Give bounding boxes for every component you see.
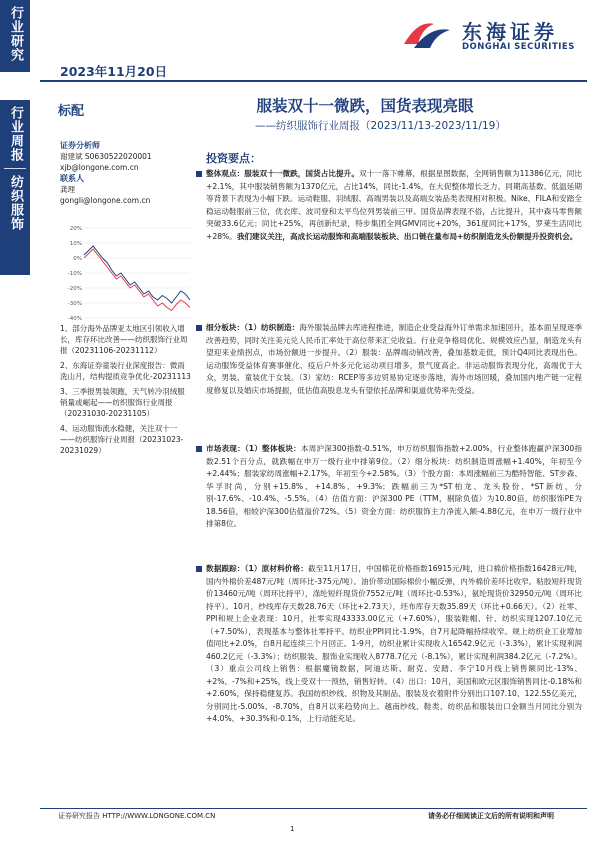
chart-y-tick-label: -10% xyxy=(67,271,82,277)
sidebar-tab-label: 行业研究 xyxy=(8,6,23,62)
chart-y-tick-label: -40% xyxy=(67,316,82,322)
performance-chart xyxy=(58,222,194,326)
section-title: 投资要点： xyxy=(206,152,261,165)
contact-heading: 联系人 xyxy=(60,174,84,183)
sidebar-tab-label: 行业周报 xyxy=(8,106,23,162)
bullet-icon xyxy=(196,446,202,452)
analyst-heading: 证券分析师 xyxy=(60,141,100,150)
contact-name: 龚理 xyxy=(60,185,75,194)
paragraph-subsectors xyxy=(206,322,582,397)
sidebar-tab-weekly xyxy=(0,100,30,275)
contact-email[interactable]: gongli@longone.com.cn xyxy=(60,196,151,205)
analyst-email[interactable]: xjb@longone.com.cn xyxy=(60,163,139,172)
analyst-name: 谢建斌 S0630522020001 xyxy=(60,152,152,161)
logo-text-en: DONGHAI SECURITIES xyxy=(462,42,575,52)
paragraph-overview xyxy=(206,168,582,243)
paragraph-body: 海外服装品牌去库进程推进，制造企业受益海外订单需求加速回升，基本面呈现逐季改善趋势，同时关注美元兑人民币汇率处于高位带来汇兑收益。行业竞争格局优化、规模效应凸显，制造龙头有望迎来业绩拐点，市场份额进一步提升。（2）服装：品牌端动销改善，叠加基数走低，预计Q4同比表现出色。运动服饰受益体育赛事催化、疫后户外多元化运动项目增多，景气度高企。非运动服饰表现分化，高端优于大众，男装、童装优于女装。（3）家纺：RCEP等多边贸易协定逐步落地，海外市场回暖，叠加国内地产链一定程度修复以及婚庆市场提振，低估值高股息龙头有望依托品牌和渠道优势率先受益。 xyxy=(206,323,582,395)
paragraph-lead: 数据跟踪：（1）原材料价格： xyxy=(206,564,308,573)
report-title: 服装双十一微跌，国货表现亮眼 xyxy=(256,97,474,115)
performance-chart-svg xyxy=(58,222,194,326)
logo-emblem-icon xyxy=(400,14,454,54)
chart-y-tick-label: 0% xyxy=(73,256,82,262)
footer-disclaimer: 请务必仔细阅读正文后的所有说明和声明 xyxy=(428,812,554,820)
paragraph-market xyxy=(206,443,582,531)
sidebar-divider xyxy=(4,168,26,169)
industry-rating: 标配 xyxy=(58,104,85,119)
paragraph-lead: 市场表现：（1）整体板块： xyxy=(206,444,301,453)
bullet-icon xyxy=(196,171,202,177)
report-date: 2023年11月20日 xyxy=(60,64,168,79)
analyst-info xyxy=(60,140,192,206)
paragraph-data-tracking xyxy=(206,563,582,726)
paragraph-body: 截至11月17日，中国棉花价格指数16915元/吨，进口棉价格指数16428元/吨，国内外棉价差487元/吨（周环比-375元/吨）。油价带动国际棉价小幅反弹，内外棉价差环比收窄。粘胶短纤现货价13460元/吨（周环比持平），涤纶短纤现货价7552元/吨（周环比-0.53%），氨纶现货价32950元/吨（周环比持平）。10月，纱线库存天数28.76天（环比+2.73天），坯布库存天数35.89天（环比+0.66天）。（2）社零、PPI和规上企业表现：10月，社零实现43333.00亿元（+7.60%），服装鞋帽、针、纺织实现1207.10亿元（+7.50%），表现基本与整体社零持平。纺织业PPI同比-1.9%，自7月起降幅持续收窄。规上纺织业工业增加值同比+2.0%，自8月起连续三个月回正。1-9月，纺织业累计实现收入16542.9亿元（-3.3%），累计实现利润460.2亿元（-3.3%）；纺织服装、服饰业实现收入8778.7亿元（-8.1%），累计实现利润384.2亿元（-7.2%）。（3）重点公司线上销售：根据魔镜数据，阿迪达斯、耐克、安踏、李宁10月线上销售额同比-13%、+2%、-7%和+25%，线上受双十一预热，销售好转。（4）出口：10月，美国和欧元区服饰销售同比-0.18%和+2.60%，保持稳健复苏。我国纺织纱线、织物及其制品、服装及衣着附件分别出口107.10、122.55亿美元，分别同比-5.00%、-8.70%，自8月以来趋势向上。越南纱线、鞋类、纺织品和服装出口金额当月同比分别为+4.0%、+30.3%和-0.1%，上行动能充足。 xyxy=(206,564,582,723)
header-divider xyxy=(40,80,587,82)
related-report-item[interactable]: 4、运动服饰流水稳健，关注双十一——纺织服饰行业周报（20231023-20231029） xyxy=(60,424,184,455)
chart-y-tick-label: -20% xyxy=(67,286,82,292)
page-number: 1 xyxy=(290,825,295,833)
paragraph-lead: 整体观点：服装双十一微跌，国货占比提升。 xyxy=(206,169,359,178)
sidebar-tab-industry-research xyxy=(0,0,30,72)
chart-y-tick-label: 20% xyxy=(69,226,82,232)
related-reports xyxy=(60,323,192,460)
sidebar-tab-label: 纺织服饰 xyxy=(8,175,23,231)
sidebar xyxy=(0,0,30,842)
paragraph-tail: 我们建议关注，高成长运动服饰和高端服装板块、出口链在量布局+纺织制造龙头份额提升投资机会。 xyxy=(236,231,578,241)
related-report-item[interactable]: 1、部分海外品牌亚太地区引领收入增长，库存环比改善——纺织服饰行业周报（20231106-20231112） xyxy=(60,324,188,355)
chart-series-line-1 xyxy=(84,246,190,303)
footer-website[interactable]: 证券研究报告 HTTP://WWW.LONGONE.COM.CN xyxy=(58,812,216,820)
footer-divider xyxy=(40,808,587,809)
bullet-icon xyxy=(196,566,202,572)
paragraph-lead: 细分板块：（1）纺织制造： xyxy=(206,323,300,332)
related-report-item[interactable]: 3、三季报男装领跑，天气转冷羽绒服销量或崛起——纺织服饰行业周报（20231030-20231105） xyxy=(60,387,185,418)
paragraph-body: 本周沪深300指数-0.51%，申万纺织服饰指数+2.00%，行业整体跑赢沪深300指数2.51个百分点，就跌幅在申万一级行业中排第9位。（2）细分板块：纺织制造周涨幅+1.40%，年初至今+2.44%；服装家纺周涨幅+2.17%，年初至今+2.58%。（3）个股方面：本周涨幅前三为酷特智能、ST步森、华孚时尚，分别+15.8%、+14.8%、+9.3%；跌幅前三为*ST柏龙、龙头股份、*ST新纺，分别-17.6%、-10.4%、-5.5%。（4）估值方面：沪深300 PE（TTM，剔除负值）为10.80倍，纺织服饰PE为18.56倍，相较沪深300估值溢价72%。（5）资金方面：纺织服饰主力净流入额-4.88亿元，在申万一级行业中排第8位。 xyxy=(206,444,583,528)
chart-y-tick-label: -30% xyxy=(67,301,82,307)
bullet-icon xyxy=(196,325,202,331)
report-subtitle: ——纺织服饰行业周报（2023/11/13-2023/11/19） xyxy=(255,120,506,132)
related-report-item[interactable]: 2、东海证券童装行业深度报告：微雨洗山月，结构提质竞争优化-20231113 xyxy=(60,361,191,381)
logo-text-cn: 东海证券 xyxy=(462,20,558,44)
paragraph-body: 双十一落下帷幕，根据星图数据，全网销售额为11386亿元，同比+2.1%，其中服装销售额为1370亿元，占比14%，同比-1.4%，在大促整体增长乏力、同期高基数、低温延期等背景下表现为小幅下跌。运动鞋服、羽绒服、高端男装以及高端女装品类表现相对积极。Nike、FILA和安踏全稳运动鞋服前三位，优衣库、波司登和太平鸟位列男装前三甲。国货品牌表现不俗，占比提升，其中森马零售额突破33.6亿元；同比+25%，再创新纪录，特步集团全网GMV同比+20%，361度同比+17%，罗莱生活同比+28%。 xyxy=(206,169,583,241)
chart-y-tick-label: 10% xyxy=(69,241,82,247)
donghai-logo xyxy=(400,14,580,58)
